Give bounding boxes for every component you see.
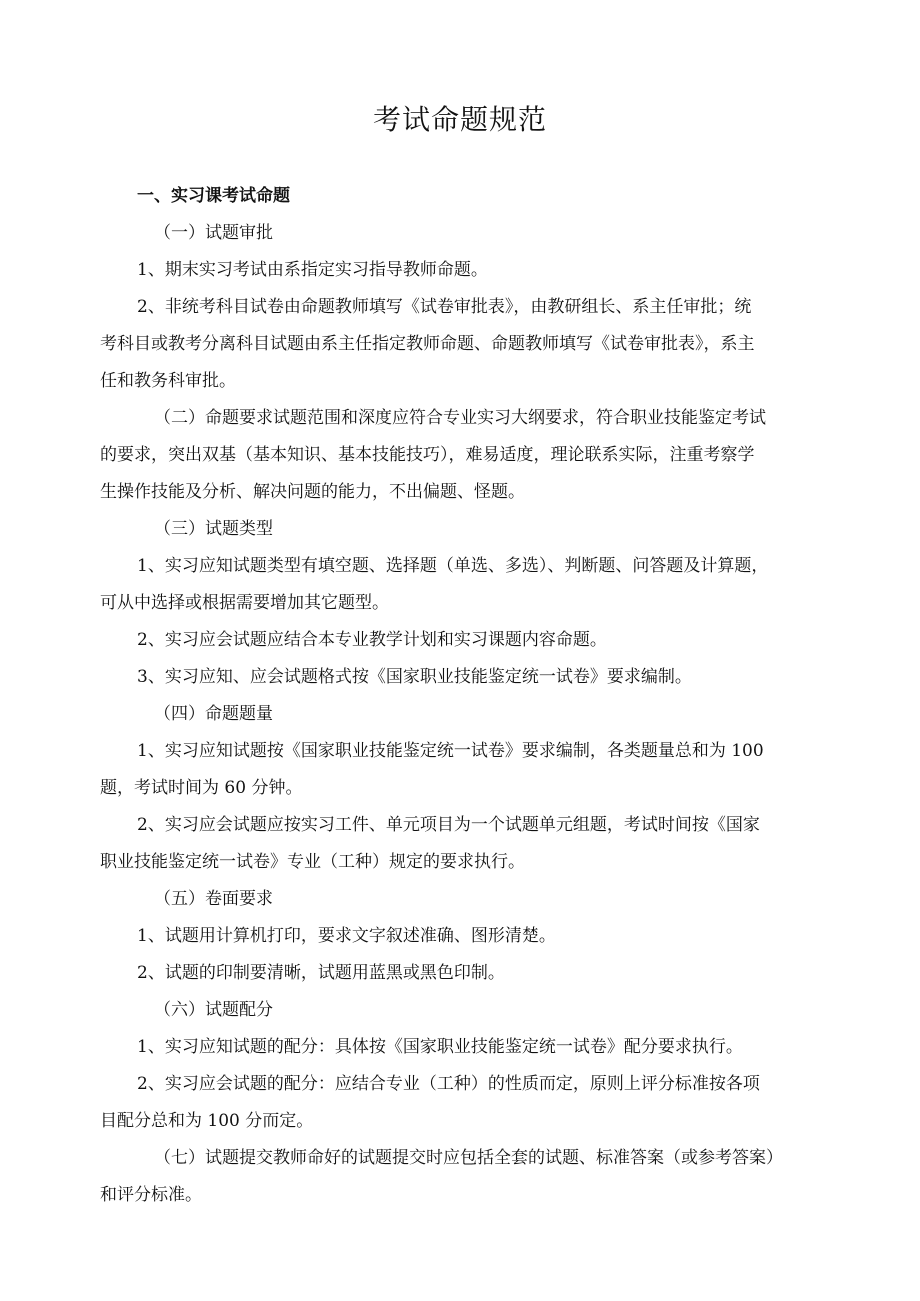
paragraph-line: 的要求，突出双基（基本知识、基本技能技巧），难易适度，理论联系实际，注重考察学 (100, 445, 755, 465)
subheading-score-allocation: （六）试题配分 (154, 1000, 273, 1020)
paragraph-line: 考科目或教考分离科目试题由系主任指定教师命题、命题教师填写《试卷审批表》，系主 (100, 334, 755, 354)
paragraph-line: 可从中选择或根据需要增加其它题型。 (100, 593, 389, 613)
paragraph-line: 1、实习应知试题类型有填空题、选择题（单选、多选）、判断题、问答题及计算题， (137, 556, 769, 576)
paragraph (100, 807, 832, 881)
paragraph: 1、试题用计算机打印，要求文字叙述准确、图形清楚。 (137, 926, 556, 946)
paragraph: 2、实习应会试题应结合本专业教学计划和实习课题内容命题。 (137, 630, 607, 650)
paragraph-line: 生操作技能及分析、解决问题的能力，不出偏题、怪题。 (100, 482, 525, 502)
paragraph-line: （二）命题要求试题范围和深度应符合专业实习大纲要求，符合职业技能鉴定考试 (154, 408, 766, 428)
subheading-question-quantity: （四）命题题量 (154, 704, 273, 724)
section-heading-1: 一、实习课考试命题 (137, 186, 290, 206)
paragraph-line: 和评分标准。 (100, 1185, 202, 1205)
paragraph-line: 1、实习应知试题按《国家职业技能鉴定统一试卷》要求编制，各类题量总和为 100 (137, 741, 764, 761)
paragraph (100, 548, 832, 622)
paragraph: 1、实习应知试题的配分：具体按《国家职业技能鉴定统一试卷》配分要求执行。 (137, 1037, 743, 1057)
subheading-paper-requirements: （五）卷面要求 (154, 889, 273, 909)
paragraph-submission (100, 1140, 832, 1214)
paragraph-line: 任和教务科审批。 (100, 371, 236, 391)
paragraph: 2、试题的印制要清晰，试题用蓝黑或黑色印制。 (137, 963, 505, 983)
paragraph-line: 目配分总和为 100 分而定。 (100, 1111, 314, 1131)
subheading-question-types: （三）试题类型 (154, 519, 273, 539)
subheading-approval: （一）试题审批 (154, 223, 273, 243)
paragraph-line: 题，考试时间为 60 分钟。 (100, 778, 303, 798)
document-body (100, 178, 832, 1214)
paragraph: 3、实习应知、应会试题格式按《国家职业技能鉴定统一试卷》要求编制。 (137, 667, 692, 687)
paragraph (100, 733, 832, 807)
paragraph-requirements (100, 400, 832, 511)
paragraph-line: 2、实习应会试题应按实习工件、单元项目为一个试题单元组题，考试时间按《国家 (137, 815, 760, 835)
paragraph-line: 职业技能鉴定统一试卷》专业（工种）规定的要求执行。 (100, 852, 525, 872)
paragraph-line: 2、非统考科目试卷由命题教师填写《试卷审批表》，由教研组长、系主任审批；统 (137, 297, 752, 317)
paragraph: 1、期末实习考试由系指定实习指导教师命题。 (137, 260, 488, 280)
paragraph-line: （七）试题提交教师命好的试题提交时应包括全套的试题、标准答案（或参考答案） (154, 1148, 783, 1168)
page-title: 考试命题规范 (372, 103, 547, 136)
paragraph (100, 289, 832, 400)
paragraph (100, 1066, 832, 1140)
paragraph-line: 2、实习应会试题的配分：应结合专业（工种）的性质而定，原则上评分标准按各项 (137, 1074, 760, 1094)
